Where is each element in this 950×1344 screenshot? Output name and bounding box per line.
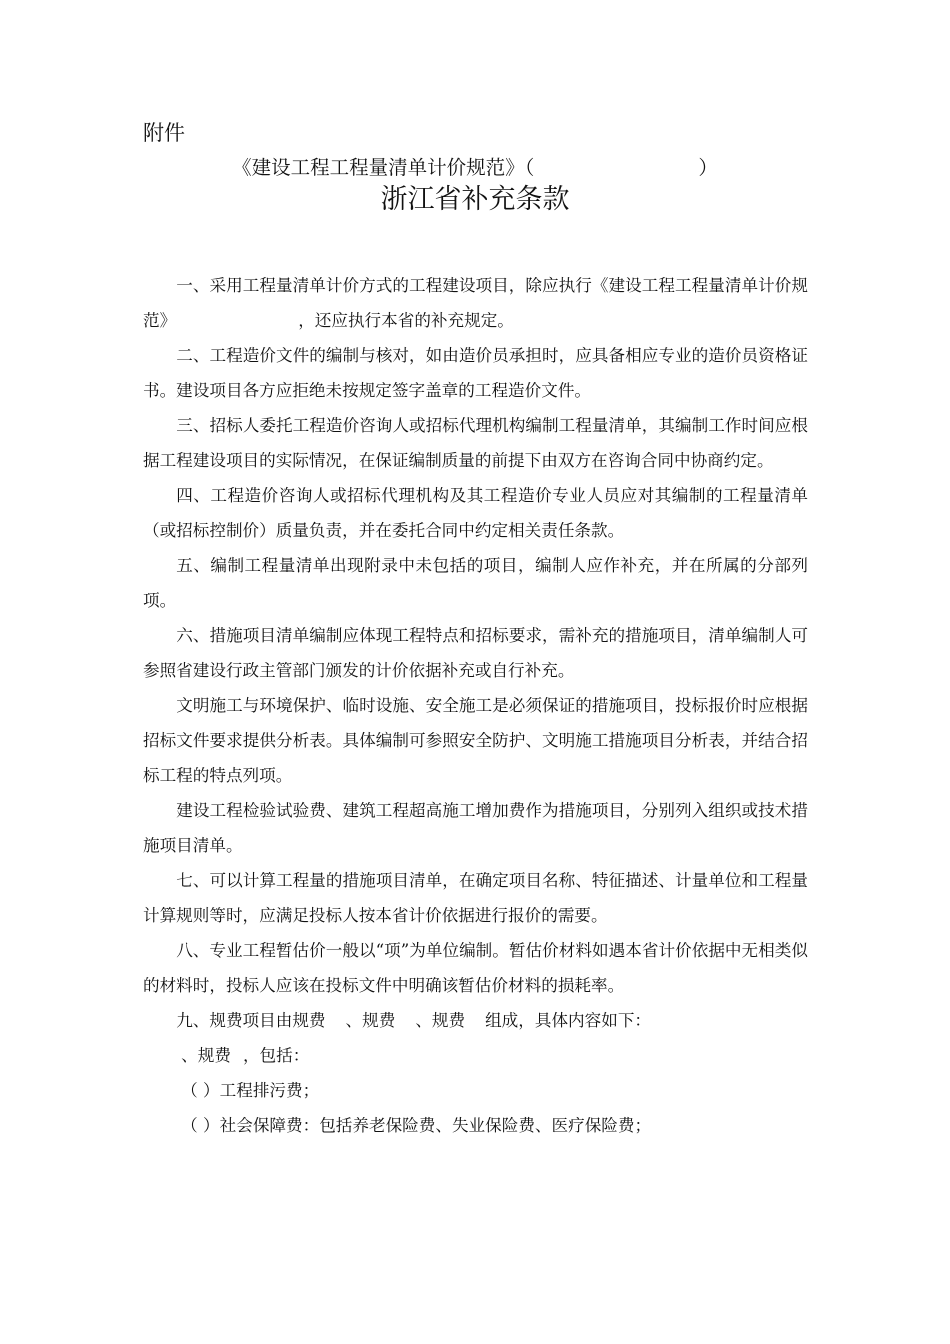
- paragraph-11-text-c: 、规费: [415, 1011, 466, 1030]
- title-line1-after: ）: [698, 156, 718, 179]
- paragraph-6: 六、措施项目清单编制应体现工程特点和招标要求，需补充的措施项目，清单编制人可参照省建设行政主管部门颁发的计价依据补充或自行补充。: [143, 626, 808, 680]
- paragraph-5: 五、编制工程量清单出现附录中未包括的项目，编制人应作补充，并在所属的分部列项。: [143, 556, 808, 610]
- paragraph-11-text-b: 、规费: [345, 1011, 396, 1030]
- document-title-line2: 浙江省补充条款: [380, 184, 570, 215]
- paragraph-11-text-d: 组成，具体内容如下：: [485, 1011, 652, 1030]
- paragraph-11: [143, 1003, 808, 1038]
- paragraph-1-text-a: 一、采用工程量清单计价方式的工程建设项目，除应执行《建设工程工程量清单计价规范》: [143, 276, 808, 330]
- paragraph-2: 二、工程造价文件的编制与核对，如由造价员承担时，应具备相应专业的造价员资格证书。建设项目各方应拒绝未按规定签字盖章的工程造价文件。: [143, 346, 808, 400]
- paragraph-9: 七、可以计算工程量的措施项目清单，在确定项目名称、特征描述、计量单位和工程量计算规则等时，应满足投标人按本省计价依据进行报价的需要。: [143, 871, 808, 925]
- paragraph-8: 建设工程检验试验费、建筑工程超高施工增加费作为措施项目，分别列入组织或技术措施项目清单。: [143, 801, 808, 855]
- paragraph-12-text-b: ，包括：: [242, 1046, 310, 1065]
- paragraph-1: [143, 268, 808, 338]
- title-line1-before: 《建设工程工程量清单计价规范》（: [232, 156, 535, 179]
- paragraph-10: 八、专业工程暂估价一般以“项”为单位编制。暂估价材料如遇本省计价依据中无相类似的材料时，投标人应该在投标文件中明确该暂估价材料的损耗率。: [143, 941, 808, 995]
- paragraph-3: 三、招标人委托工程造价咨询人或招标代理机构编制工程量清单，其编制工作时间应根据工程建设项目的实际情况，在保证编制质量的前提下由双方在咨询合同中协商约定。: [143, 416, 808, 470]
- paragraph-1-text-b: ，还应执行本省的补充规定。: [298, 311, 514, 330]
- attachment-label: 附件: [143, 121, 185, 145]
- paragraph-12: [143, 1038, 808, 1073]
- document-body: [143, 268, 808, 1143]
- paragraph-11-text-a: 九、规费项目由规费: [176, 1011, 326, 1030]
- document-title-line1: [0, 153, 950, 183]
- paragraph-13: （ ）工程排污费；: [181, 1081, 320, 1100]
- paragraph-14: （ ）社会保障费：包括养老保险费、失业保险费、医疗保险费；: [181, 1116, 652, 1135]
- paragraph-4: 四、工程造价咨询人或招标代理机构及其工程造价专业人员应对其编制的工程量清单（或招标控制价）质量负责，并在委托合同中约定相关责任条款。: [143, 486, 808, 540]
- paragraph-7: 文明施工与环境保护、临时设施、安全施工是必须保证的措施项目，投标报价时应根据招标文件要求提供分析表。具体编制可参照安全防护、文明施工措施项目分析表，并结合招标工程的特点列项。: [143, 696, 808, 785]
- paragraph-12-text-a: 、规费: [181, 1046, 231, 1065]
